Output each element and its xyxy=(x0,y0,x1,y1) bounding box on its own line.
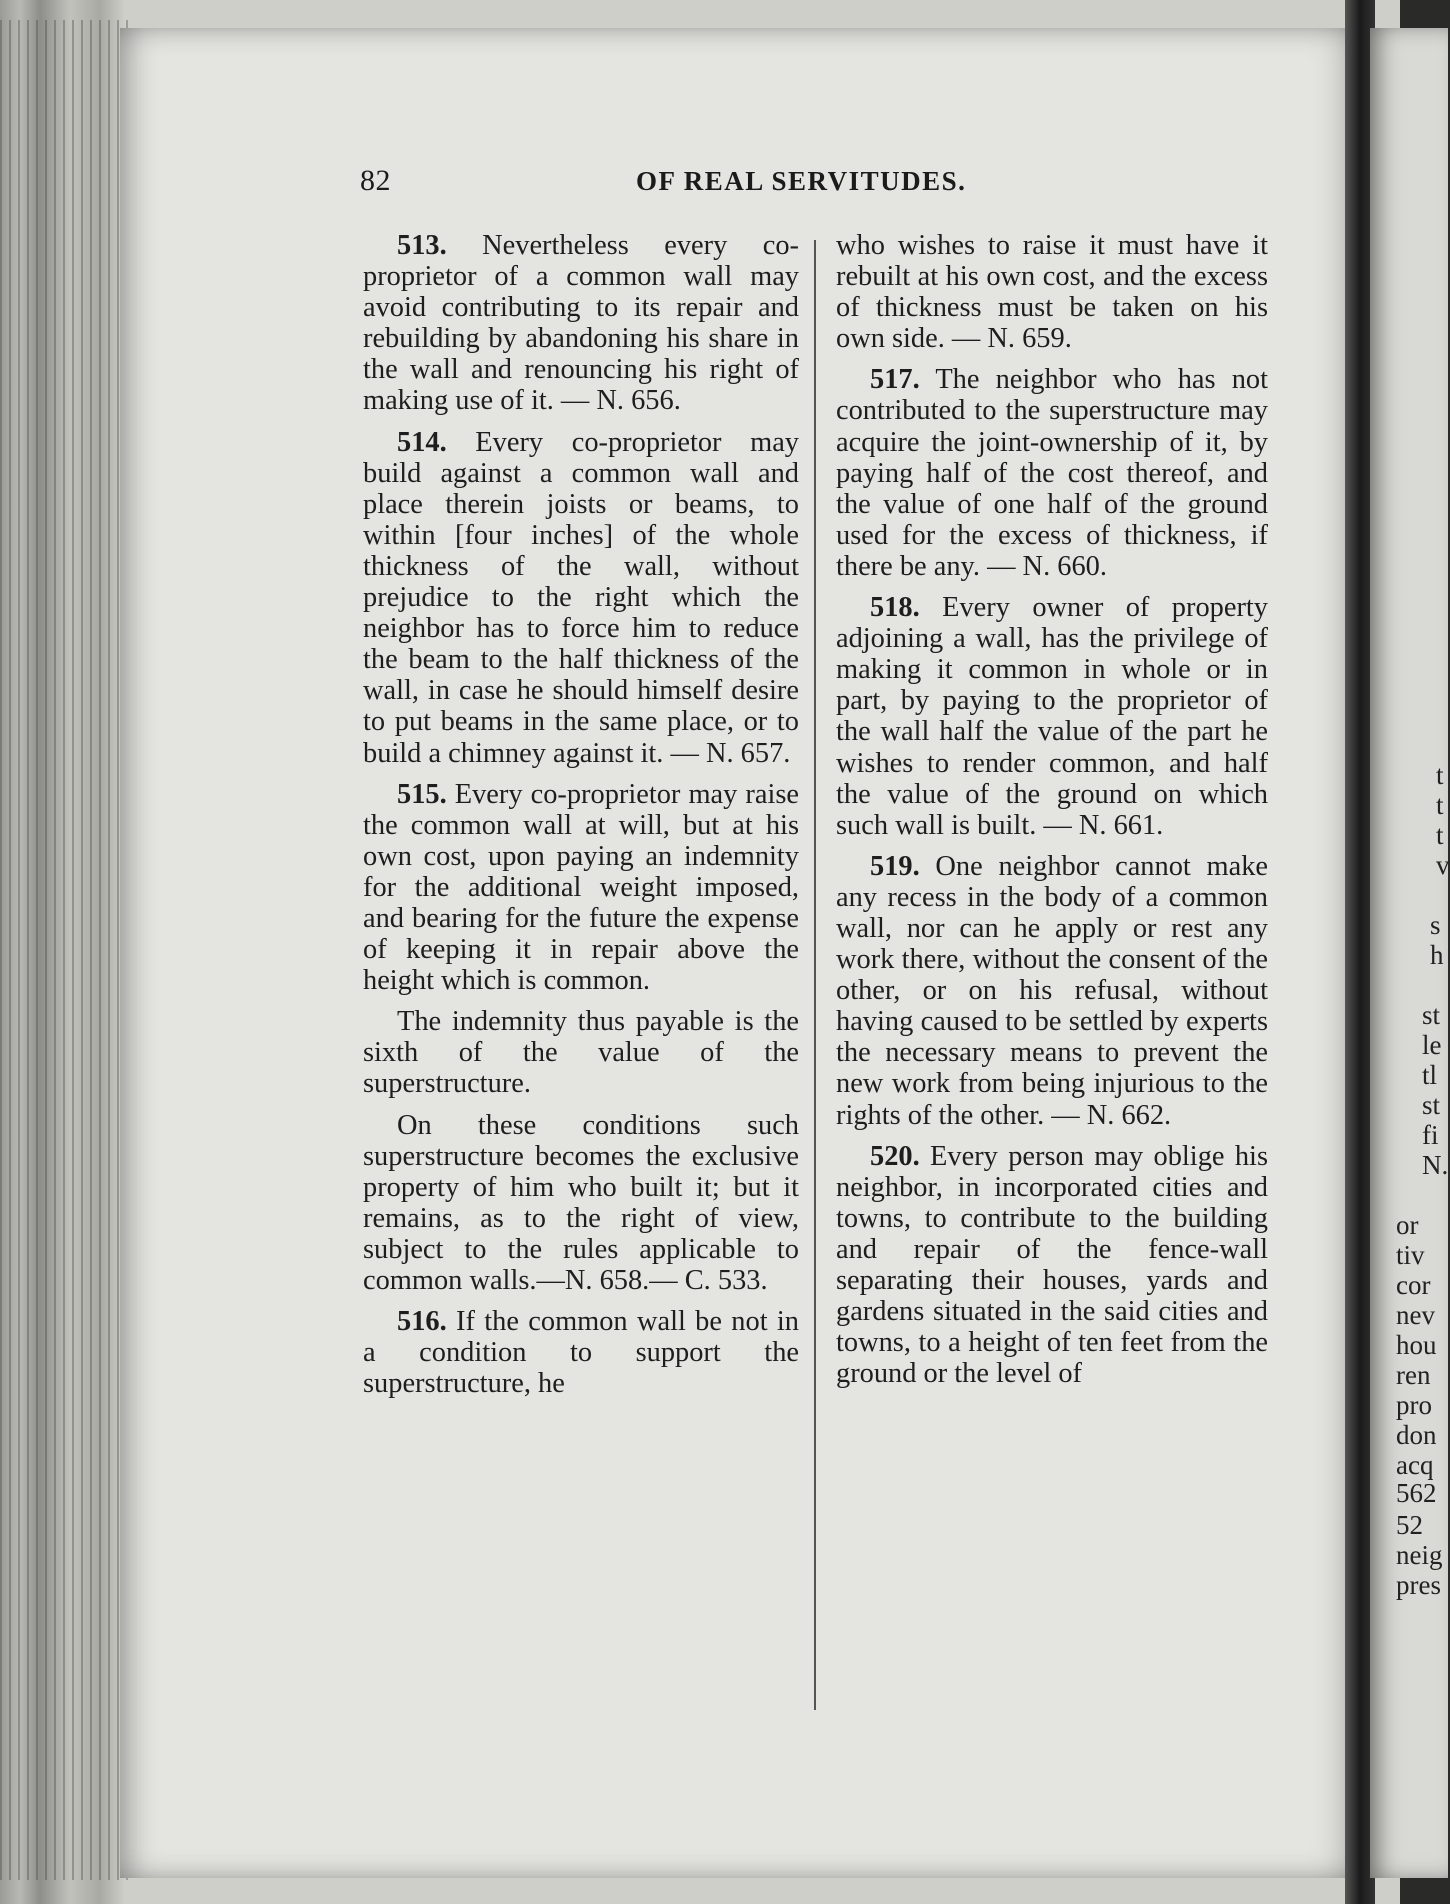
article-text: Every owner of property adjoining a wall, has the privilege of making it common in whole or in part, by paying to the proprietor of the wall half the value of the part he wishes to render common, and half the value of the ground on which such wall is built. — N. 661. xyxy=(836,592,1268,841)
article-paragraph xyxy=(363,1306,799,1399)
article-number: 513. xyxy=(397,230,447,261)
article-number: 520. xyxy=(870,1140,920,1172)
article-text: Nevertheless every co-proprietor of a common wall may avoid contributing to its repair and rebuilding by abandoning his share in the wall and renouncing his right of making use of it. — N. 656. xyxy=(363,230,799,417)
right-column xyxy=(836,230,1268,1399)
article-text: One neighbor cannot make any recess in the body of a common wall, nor can he apply or rest any work there, without the consent of the other, or on his refusal, without having caused to be settled by experts the necessary means to prevent the new work from being injurious to the rights of the other. — N. 662. xyxy=(836,850,1268,1131)
page-header xyxy=(360,164,1360,204)
article-text: The indemnity thus payable is the sixth of the value of the superstructure. xyxy=(363,1006,799,1100)
article-paragraph xyxy=(836,364,1268,582)
next-page-fragment: le xyxy=(1422,1030,1442,1060)
article-number: 519. xyxy=(870,850,920,882)
next-page-fragment: tiv xyxy=(1396,1240,1425,1270)
running-title: OF REAL SERVITUDES. xyxy=(636,166,967,196)
next-page-fragment: cor xyxy=(1396,1270,1431,1300)
next-page-fragment: h xyxy=(1430,940,1444,970)
next-page-fragment: t xyxy=(1436,760,1444,790)
next-page-fragment: nev xyxy=(1396,1300,1435,1330)
article-paragraph xyxy=(836,592,1268,841)
article-paragraph xyxy=(363,230,799,417)
article-number: 516. xyxy=(397,1306,447,1338)
article-paragraph xyxy=(363,779,799,997)
article-text: On these conditions such superstructure becomes the exclusive property of him who built it; but it remains, as to the right of view, subject to the rules applicable to common walls.—N. 658.— C. 533. xyxy=(363,1109,799,1296)
next-page-fragment: pres xyxy=(1396,1570,1441,1600)
page-number: 82 xyxy=(360,164,391,197)
article-paragraph xyxy=(836,1141,1268,1390)
next-page-fragment: hou xyxy=(1396,1330,1437,1360)
article-paragraph xyxy=(836,230,1268,354)
next-page-fragment: t xyxy=(1436,820,1444,850)
next-page-fragment: v xyxy=(1436,850,1450,880)
next-page-fragment: don xyxy=(1396,1420,1437,1450)
article-paragraph xyxy=(363,1110,799,1297)
next-page-fragment: ren xyxy=(1396,1360,1431,1390)
article-text: If the common wall be not in a condition to support the superstructure, he xyxy=(363,1306,799,1400)
article-number: 515. xyxy=(397,778,447,810)
next-page-fragment: st xyxy=(1422,1000,1441,1030)
article-text: Every person may oblige his neighbor, in incorporated cities and towns, to contribute to the building and repair of the fence-wall separating their houses, yards and gardens situated in the said cities and towns, to a height of ten feet from the ground or the level of xyxy=(836,1140,1268,1390)
article-text: Every co-proprietor may raise the common wall at will, but at his own cost, upon paying an indemnity for the additional weight imposed, and bearing for the future the expense of keeping it in repair above the height which is common. xyxy=(363,778,799,997)
article-number: 518. xyxy=(870,592,920,624)
next-page-fragment: neig xyxy=(1396,1540,1443,1570)
article-text: Every co-proprietor may build against a common wall and place therein joists or beams, to within [four inches] of the whole thickness of the wall, without prejudice to the right which the neighbor has to force him to reduce the beam to the half thickness of the wall, in case he should himself desire to put beams in the same place, or to build a chimney against it. — N. 657. xyxy=(363,426,799,769)
next-page-fragment: pro xyxy=(1396,1390,1432,1420)
article-paragraph xyxy=(363,427,799,769)
next-page-fragment: fi xyxy=(1422,1120,1439,1150)
next-page-fragment: tl xyxy=(1422,1060,1438,1090)
next-page-fragment: t xyxy=(1436,790,1444,820)
next-page-fragment: N. xyxy=(1422,1150,1449,1180)
article-number: 517. xyxy=(870,364,920,396)
next-page-fragment: acq xyxy=(1396,1450,1434,1480)
next-page-fragment: 52 xyxy=(1396,1510,1423,1540)
article-text: who wishes to raise it must have it rebuilt at his own cost, and the excess of thickness must be taken on his own side. — N. 659. xyxy=(836,230,1268,355)
next-page-fragment: s xyxy=(1430,910,1441,940)
left-column xyxy=(363,230,799,1409)
article-text: The neighbor who has not contributed to the superstructure may acquire the joint-ownership of it, by paying half of the cost thereof, and the value of one half of the ground used for the excess of thickness, if there be any. — N. 660. xyxy=(836,364,1268,582)
article-paragraph xyxy=(836,851,1268,1131)
next-page-edge xyxy=(1370,28,1448,1878)
next-page-fragment: st xyxy=(1422,1090,1441,1120)
next-page-fragment: 562 xyxy=(1396,1478,1437,1508)
next-page-fragment: or xyxy=(1396,1210,1419,1240)
article-paragraph xyxy=(363,1006,799,1099)
article-number: 514. xyxy=(397,426,447,458)
column-divider xyxy=(814,240,816,1710)
